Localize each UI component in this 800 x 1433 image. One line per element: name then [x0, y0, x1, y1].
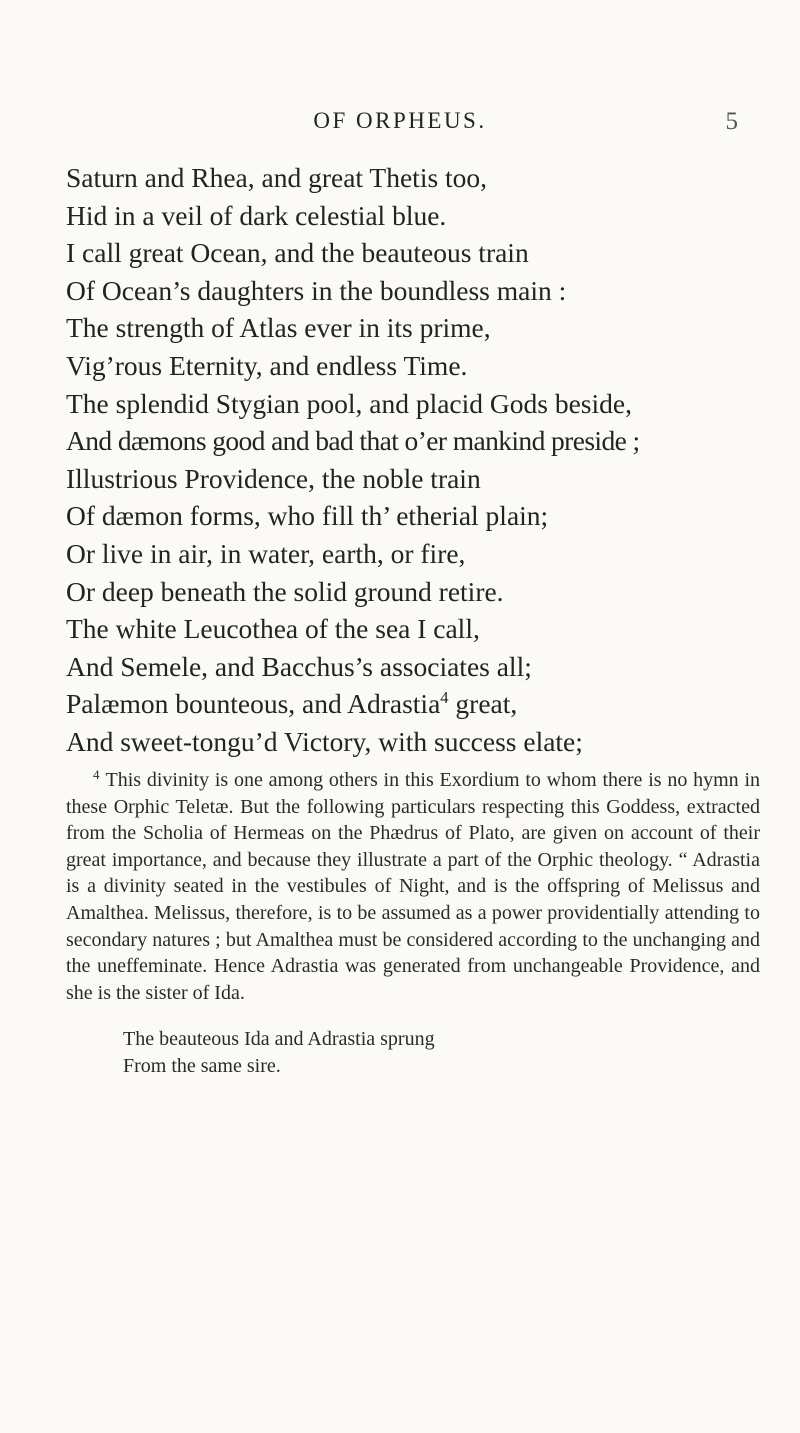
quoted-verse-line: The beauteous Ida and Adrastia sprung [123, 1028, 435, 1050]
verse-line-tail: great, [448, 688, 518, 720]
verse-line: And dæmons good and bad that o’er mankind preside ; [66, 425, 640, 457]
verse-line: Illustrious Providence, the noble train [66, 462, 481, 494]
verse-line: The splendid Stygian pool, and placid Gods beside, [66, 387, 632, 419]
footnote-quoted-verse [123, 1026, 435, 1079]
verse-line: And Semele, and Bacchus’s associates all; [66, 650, 532, 682]
verse-line-with-note [66, 685, 776, 723]
footnote-reference[interactable]: 4 [440, 688, 449, 708]
verse-line: I call great Ocean, and the beauteous train [66, 237, 529, 269]
verse-line-text: Palæmon bounteous, and Adrastia [66, 688, 441, 720]
verse-line: Saturn and Rhea, and great Thetis too, [66, 162, 488, 193]
verse-line: Of Ocean’s daughters in the boundless main : [66, 274, 567, 306]
verse-line: Hid in a veil of dark celestial blue. [66, 199, 447, 231]
verse-line: Or live in air, in water, earth, or fire, [66, 537, 466, 569]
running-title: OF ORPHEUS. [313, 108, 487, 133]
quoted-verse-line: From the same sire. [123, 1054, 281, 1077]
verse-line: Of dæmon forms, who fill th’ etherial plain; [66, 500, 549, 532]
verse-line: Or deep beneath the solid ground retire. [66, 575, 504, 607]
verse-line: The white Leucothea of the sea I call, [66, 613, 480, 645]
page-number: 5 [725, 108, 738, 135]
footnote-paragraph [66, 767, 760, 1006]
footnote-text: This divinity is one among others in this Exordium to whom there is no hymn in these Orphic Teletæ. But the following particulars respecting this Goddess, extracted from the Scholia of Hermeas on the Phædrus of Plato, are given on account of their great importance, and because they illustrate a part of the Orphic theology. “ Adrastia is a divinity seated in the vestibules of Night, and is the offspring of Melissus and Amalthea. Melissus, therefore, is to be assumed as a power providentially attending to secondary natures ; but Amalthea must be considered according to the unchanging and the uneffeminate. Hence Adrastia was generated from unchangeable Providence, and she is the sister of Ida. [66, 769, 760, 1004]
poem-text [66, 159, 776, 761]
verse-line: Vig’rous Eternity, and endless Time. [66, 349, 468, 381]
page-header [0, 108, 800, 148]
verse-line: The strength of Atlas ever in its prime, [66, 312, 491, 344]
footnote [66, 767, 760, 1006]
footnote-marker: 4 [93, 767, 100, 782]
verse-line: And sweet-tongu’d Victory, with success elate; [66, 725, 583, 757]
